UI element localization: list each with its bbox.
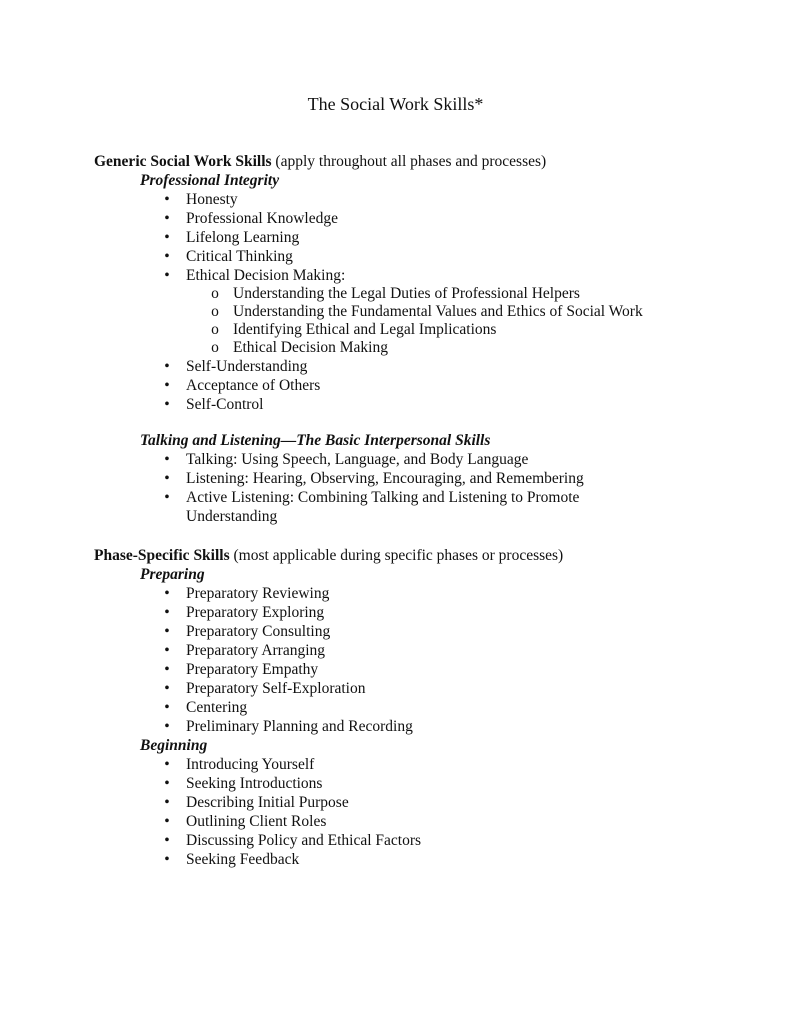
list-item: • Seeking Feedback bbox=[186, 850, 754, 869]
sublist-item: o Identifying Ethical and Legal Implications bbox=[233, 321, 754, 339]
list-item: • Preparatory Self-Exploration bbox=[186, 679, 754, 698]
list-item: • Self-Control bbox=[186, 395, 754, 414]
bullet-icon: • bbox=[164, 377, 170, 394]
generic-skills-heading-note: (apply throughout all phases and processes) bbox=[271, 153, 547, 170]
circle-bullet-icon: o bbox=[211, 285, 219, 302]
list-item: • Seeking Introductions bbox=[186, 774, 754, 793]
bullet-icon: • bbox=[164, 248, 170, 265]
list-item: • Honesty bbox=[186, 190, 754, 209]
bullet-icon: • bbox=[164, 642, 170, 659]
list-item: • Lifelong Learning bbox=[186, 228, 754, 247]
talking-listening-heading: Talking and Listening—The Basic Interpersonal Skills bbox=[140, 432, 491, 449]
list-item: • Preparatory Empathy bbox=[186, 660, 754, 679]
list-item: • Centering bbox=[186, 698, 754, 717]
bullet-icon: • bbox=[164, 396, 170, 413]
list-item: • Ethical Decision Making: o Understanding the Legal Duties of Professional Helpers o Understanding the Fundamental Values and Ethics of Social Work o Identifying Ethical and Legal Implications o Ethical Decision Making bbox=[186, 266, 754, 357]
phase-specific-section bbox=[94, 546, 754, 869]
list-item: • Introducing Yourself bbox=[186, 755, 754, 774]
generic-skills-heading bbox=[94, 152, 754, 171]
bullet-icon: • bbox=[164, 210, 170, 227]
generic-skills-heading-bold: Generic Social Work Skills bbox=[94, 153, 272, 170]
bullet-icon: • bbox=[164, 585, 170, 602]
bullet-icon: • bbox=[164, 756, 170, 773]
list-item: • Preparatory Consulting bbox=[186, 622, 754, 641]
list-item: • Preparatory Reviewing bbox=[186, 584, 754, 603]
phase-specific-heading-note: (most applicable during specific phases or processes) bbox=[229, 547, 564, 564]
bullet-icon: • bbox=[164, 832, 170, 849]
professional-integrity-heading: Professional Integrity bbox=[140, 172, 280, 189]
list-item: • Active Listening: Combining Talking and Listening to Promote Understanding bbox=[186, 488, 646, 526]
list-item: • Acceptance of Others bbox=[186, 376, 754, 395]
list-item: • Preparatory Exploring bbox=[186, 603, 754, 622]
phase-specific-heading bbox=[94, 546, 754, 565]
list-item: • Listening: Hearing, Observing, Encouraging, and Remembering bbox=[186, 469, 646, 488]
bullet-icon: • bbox=[164, 604, 170, 621]
sublist-item: o Understanding the Legal Duties of Professional Helpers bbox=[233, 285, 754, 303]
list-item: • Critical Thinking bbox=[186, 247, 754, 266]
list-item: • Self-Understanding bbox=[186, 357, 754, 376]
list-item: • Talking: Using Speech, Language, and Body Language bbox=[186, 450, 646, 469]
list-item: • Describing Initial Purpose bbox=[186, 793, 754, 812]
circle-bullet-icon: o bbox=[211, 321, 219, 338]
ethical-decision-sublist bbox=[186, 285, 754, 357]
bullet-icon: • bbox=[164, 794, 170, 811]
phase-specific-heading-bold: Phase-Specific Skills bbox=[94, 547, 230, 564]
list-item: • Preparatory Arranging bbox=[186, 641, 754, 660]
circle-bullet-icon: o bbox=[211, 303, 219, 320]
beginning-heading: Beginning bbox=[140, 737, 208, 754]
bullet-icon: • bbox=[164, 718, 170, 735]
list-item: • Outlining Client Roles bbox=[186, 812, 754, 831]
talking-listening-list bbox=[94, 450, 646, 526]
sublist-item: o Understanding the Fundamental Values and Ethics of Social Work bbox=[233, 303, 754, 321]
bullet-icon: • bbox=[164, 661, 170, 678]
sublist-item: o Ethical Decision Making bbox=[233, 339, 754, 357]
professional-integrity-list bbox=[94, 190, 754, 414]
circle-bullet-icon: o bbox=[211, 339, 219, 356]
bullet-icon: • bbox=[164, 229, 170, 246]
page-title: The Social Work Skills* bbox=[307, 94, 484, 114]
beginning-list bbox=[94, 755, 754, 869]
preparing-heading: Preparing bbox=[140, 566, 205, 583]
bullet-icon: • bbox=[164, 623, 170, 640]
list-item: • Discussing Policy and Ethical Factors bbox=[186, 831, 754, 850]
bullet-icon: • bbox=[164, 813, 170, 830]
bullet-icon: • bbox=[164, 191, 170, 208]
bullet-icon: • bbox=[164, 358, 170, 375]
bullet-icon: • bbox=[164, 267, 170, 284]
bullet-icon: • bbox=[164, 470, 170, 487]
bullet-icon: • bbox=[164, 699, 170, 716]
bullet-icon: • bbox=[164, 489, 170, 506]
bullet-icon: • bbox=[164, 680, 170, 697]
bullet-icon: • bbox=[164, 851, 170, 868]
list-item: • Preliminary Planning and Recording bbox=[186, 717, 754, 736]
list-item: • Professional Knowledge bbox=[186, 209, 754, 228]
bullet-icon: • bbox=[164, 775, 170, 792]
bullet-icon: • bbox=[164, 451, 170, 468]
generic-skills-section bbox=[94, 152, 754, 526]
preparing-list bbox=[94, 584, 754, 736]
